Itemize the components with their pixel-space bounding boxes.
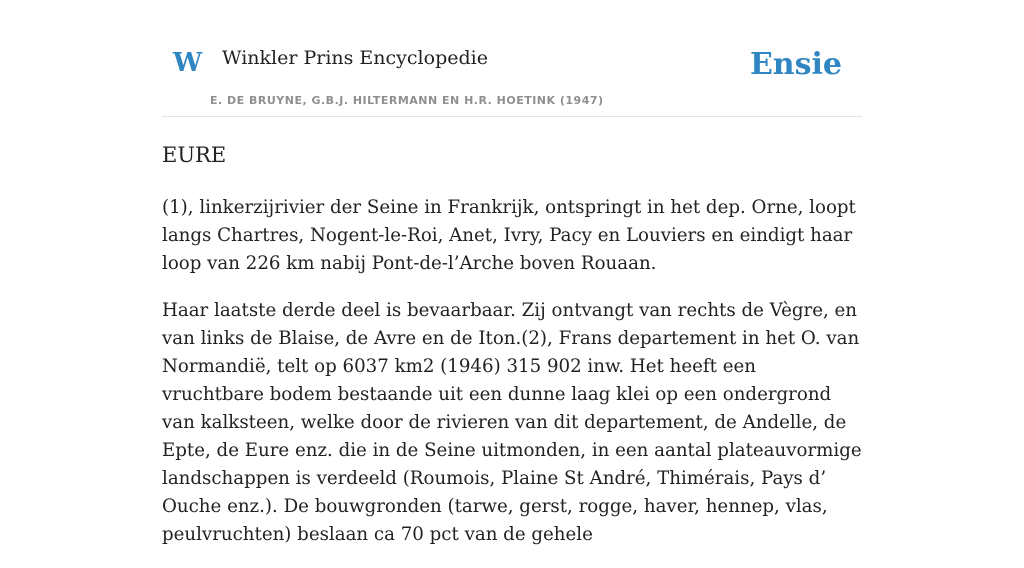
article [162,140,862,568]
publication-authors: E. DE BRUYNE, G.B.J. HILTERMANN EN H.R. HOETINK (1947) [210,94,604,107]
article-paragraph-2: Haar laatste derde deel is bevaarbaar. Zij ontvangt van rechts de Vègre, en van links de Blaise, de Avre en de Iton.(2), Frans departement in het O. van Normandië, telt op 6037 km2 (1946) 315 902 inw. Het heeft een vruchtbare bodem bestaande uit een dunne laag klei op een ondergrond van kalksteen, welke door de rivieren van dit departement, de Andelle, de Epte, de Eure enz. die in de Seine uitmonden, in een aantal plateauvormige landschappen is verdeeld (Roumois, Plaine St André, Thimérais, Pays d’ Ouche enz.). De bouwgronden (tarwe, gerst, rogge, haver, hennep, vlas, peulvruchten) beslaan ca 70 pct van de gehele [162,300,862,545]
publication-header [162,0,862,117]
ensie-brand-link[interactable]: Ensie [749,47,842,82]
publication-title[interactable]: Winkler Prins Encyclopedie [222,47,488,69]
winkler-prins-logo-icon[interactable]: W [173,48,203,78]
article-title: EURE [162,143,227,167]
article-paragraph-1: (1), linkerzijrivier der Seine in Frankrijk, ontspringt in het dep. Orne, loopt langs Chartres, Nogent-le-Roi, Anet, Ivry, Pacy en Louviers en eindigt haar loop van 226 km nabij Pont-de-l’Arche boven Rouaan. [162,197,856,274]
